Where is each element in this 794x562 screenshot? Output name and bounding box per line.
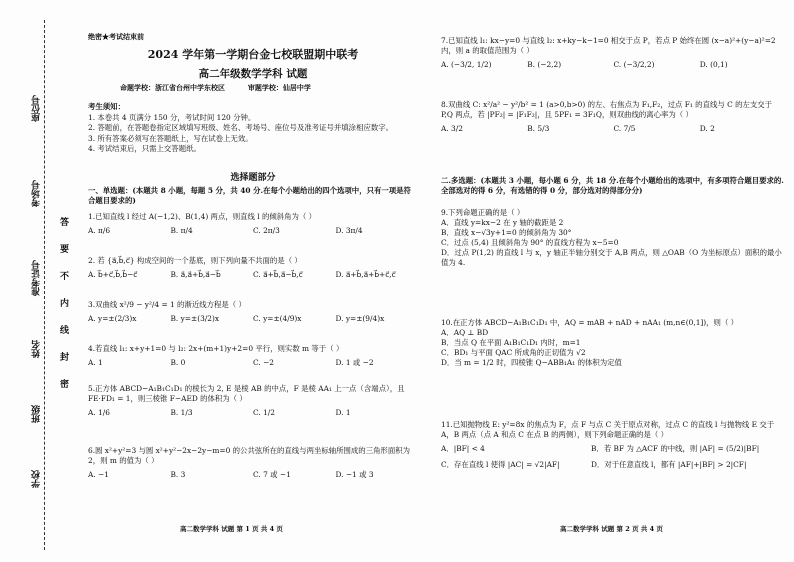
question-11: [441, 420, 786, 470]
question-1: [88, 212, 418, 236]
option-d: D. −1 或 3: [335, 469, 374, 479]
seal-text: [60, 215, 69, 390]
question-5: [88, 384, 418, 418]
question-stem: 4.若直线 l₁: x+y+1=0 与 l₂: 2x+(m+1)y+2=0 平行，则实数 m 等于（ ）: [88, 344, 344, 353]
option-a: A. π/6: [88, 225, 111, 235]
exam-subtitle: 高二年级数学学科 试题: [198, 68, 308, 80]
seal-char: 线: [60, 326, 70, 336]
reviewer-school: 审题学校：仙居中学: [247, 83, 311, 92]
option-d: D. (0,1): [699, 59, 728, 69]
option-b: B. π/4: [170, 225, 193, 235]
option-c: C. y=±(4/9)x: [253, 313, 302, 323]
seal-char: 密: [60, 380, 70, 390]
question-9: [441, 208, 786, 268]
option-c: C．存在直线 l 使得 |AC| = √2|AF|: [441, 459, 560, 469]
option-a: A. 3/2: [441, 123, 463, 133]
name-label: 姓名: [32, 340, 42, 358]
seal-char: 封: [60, 353, 70, 363]
note-item: 4. 考试结束后，只需上交答题纸。: [88, 144, 201, 154]
binding-strip: [0, 0, 75, 562]
option-b: B. y=±(3/2)x: [170, 313, 220, 323]
option-b: B. 3: [170, 469, 186, 479]
option-a: A. 1/6: [88, 407, 110, 417]
maker-school: 命题学校：浙江省台州中学东校区: [120, 83, 225, 92]
question-7: [441, 36, 786, 70]
question-8: [441, 100, 786, 134]
option-a: A．|BF| < 4: [441, 443, 485, 453]
option-b: B．直线 x−√3y+1=0 的倾斜角为 30°: [441, 227, 572, 237]
question-stem: 9.下列命题正确的是（ ）: [441, 208, 525, 217]
option-d: D．过点 P(1,2) 的直线 l 与 x，y 轴正半轴分别交于 A,B 两点，则 △OAB（O 为坐标原点）面积的最小值为 4.: [441, 247, 782, 267]
option-c: C. 7 或 −1: [253, 469, 291, 479]
option-c: C. −2: [253, 357, 274, 367]
seal-char: 答: [60, 218, 70, 228]
question-4: [88, 344, 418, 368]
option-c: C．过点 (5,4) 且倾斜角为 90° 的直线方程为 x−5=0: [441, 237, 619, 247]
seal-char: 不: [60, 272, 70, 282]
note-item: 3. 所有答案必须写在答题纸上，写在试卷上无效。: [88, 133, 253, 143]
option-b: B．当点 Q 在平面 A₁B₁C₁D₁ 内时，m=1: [441, 337, 581, 347]
option-d: D. 3π/4: [335, 225, 363, 235]
option-a: A．AQ ⊥ BD: [441, 327, 489, 337]
part2-instructions: 二.多选题：(本题共 3 小题，每小题 6 分，共 18 分.在每个小题给出的选项中，有多项符合题目要求的.全部选对的得 6 分，有选错的得 0 分，部分选对的得部分分): [441, 176, 784, 195]
option-b: B. (−2,2): [527, 59, 562, 69]
page-footer-right: 高二数学学科 试题 第 2 页 共 4 页: [560, 525, 663, 533]
question-3: [88, 300, 418, 324]
question-stem: 5.正方体 ABCD−A₁B₁C₁D₁ 的棱长为 2, E 是棱 AB 的中点，F 是棱 AA₁ 上一点（含端点），且 FE·FD₁ = 1，则三棱锥 F−AED 的体积为（ ）: [88, 384, 405, 403]
option-d: D. 1 或 −2: [335, 357, 374, 367]
option-c: C. (−3/2,2): [613, 59, 655, 69]
option-c: C. a⃗+b⃗,a⃗−b⃗,c⃗: [253, 269, 303, 279]
school-label: 学校: [32, 470, 42, 488]
option-b: B. a⃗,a⃗+b⃗,a⃗−b⃗: [170, 269, 221, 279]
option-d: D．对于任意直线 l，都有 |AF|+|BF| > 2|CF|: [591, 459, 747, 469]
question-stem: 11.已知抛物线 E: y²=8x 的焦点为 F，点 F 与点 C 关于原点对称，过点 C 的直线 l 与抛物线 E 交于 A，B 两点（点 A 和点 C 在点 B 的两侧），则下列命题正确的是（ ）: [441, 420, 775, 439]
question-stem: 2. 若 {a⃗,b⃗,c⃗} 构成空间的一个基底，则下列向量不共面的是（ ）: [88, 256, 302, 265]
question-10: [441, 318, 786, 368]
option-b: B．若 BF 为 △ACF 的中线，则 |AF| = (5/2)|BF|: [591, 443, 760, 453]
option-b: B. 0: [170, 357, 186, 367]
seal-char: 要: [60, 245, 70, 255]
question-stem: 6.圆 x²+y²=3 与圆 x²+y²−2x−2y−m=0 的公共弦所在的直线与两坐标轴所围成的三角形面积为 2，则 m 的值为（ ）: [88, 446, 411, 465]
option-d: D. 2: [699, 123, 715, 133]
exam-notes: [88, 102, 418, 155]
option-a: A. 1: [88, 357, 103, 367]
notes-head: 考生须知：: [88, 102, 125, 111]
class-label: 班级: [32, 405, 42, 423]
option-c: C. 1/2: [253, 407, 275, 417]
question-stem: 10.在正方体 ABCD−A₁B₁C₁D₁ 中，AQ = mAB + nAD + nAA₁ (m,n∈(0,1])，则（ ）: [441, 318, 739, 327]
page-footer-left: 高二数学学科 试题 第 1 页 共 4 页: [180, 525, 283, 533]
option-b: B. 5/3: [527, 123, 550, 133]
question-stem: 1.已知直线 l 经过 A(−1,2)、B(1,4) 两点，则直线 l 的倾斜角为（ ）: [88, 212, 317, 221]
binding-line: [44, 20, 45, 550]
note-item: 1. 本卷共 4 页满分 150 分，考试时间 120 分钟。: [88, 112, 256, 122]
option-a: A. −1: [88, 469, 109, 479]
option-a: A. y=±(2/3)x: [88, 313, 137, 323]
option-b: B. 1/3: [170, 407, 193, 417]
option-c: C．BD₁ 与平面 QAC 所成角的正切值为 √2: [441, 347, 586, 357]
note-item: 2. 答题前，在答题卷指定区域填写班级、姓名、考场号、座位号及准考证号并填涂相应数字。: [88, 123, 394, 133]
option-c: C. 2π/3: [253, 225, 280, 235]
option-c: C. 7/5: [613, 123, 636, 133]
question-stem: 7.已知直线 l₁: kx−y=0 与直线 l₂: x+ky−k−1=0 相交于点 P，若点 P 始终在圆 (x−a)²+(y−a)²=2 内，则 a 的取值范围为（ ）: [441, 36, 776, 55]
option-d: D. y=±(9/4)x: [335, 313, 385, 323]
option-d: D. a⃗+b⃗,a⃗+b⃗+c⃗,c⃗: [335, 269, 396, 279]
secret-mark: 绝密★考试结束前: [88, 32, 144, 41]
question-stem: 3.双曲线 x²/9 − y²/4 = 1 的渐近线方程是（ ）: [88, 300, 246, 309]
seal-char: 内: [60, 299, 70, 309]
exam-room-label: 考场号: [32, 180, 42, 207]
exam-number-label: 准考证号: [32, 260, 42, 296]
maker-line: [120, 83, 311, 93]
question-stem: 8.双曲线 C: x²/a² − y²/b² = 1 (a>0,b>0) 的左、右焦点为 F₁,F₂，过点 F₁ 的直线与 C 的左支交于 P,Q 两点，若 |PF₂| = |F₁F₂|，且 5PF₁ = 3F₁Q，则双曲线的离心率为（ ）: [441, 100, 773, 119]
option-d: D. 1: [335, 407, 351, 417]
option-a: A. b⃗+c⃗,b⃗,b⃗−c⃗: [88, 269, 138, 279]
question-2: [88, 256, 418, 280]
exam-title: 2024 学年第一学期台金七校联盟期中联考: [147, 48, 359, 61]
section-title: 选择题部分: [230, 173, 276, 183]
option-d: D．当 m = 1/2 时，四棱锥 Q−ABB₁A₁ 的体积为定值: [441, 357, 622, 367]
option-a: A. (−3/2, 1/2): [441, 59, 492, 69]
part1-instructions: 一、单选题：(本题共 8 小题，每题 5 分，共 40 分.在每个小题给出的四个选项中，只有一项是符合题目要求的): [88, 186, 411, 205]
question-6: [88, 446, 418, 480]
seat-label: 座位号: [32, 95, 42, 122]
option-a: A．直线 y=kx−2 在 y 轴的截距是 2: [441, 217, 564, 227]
